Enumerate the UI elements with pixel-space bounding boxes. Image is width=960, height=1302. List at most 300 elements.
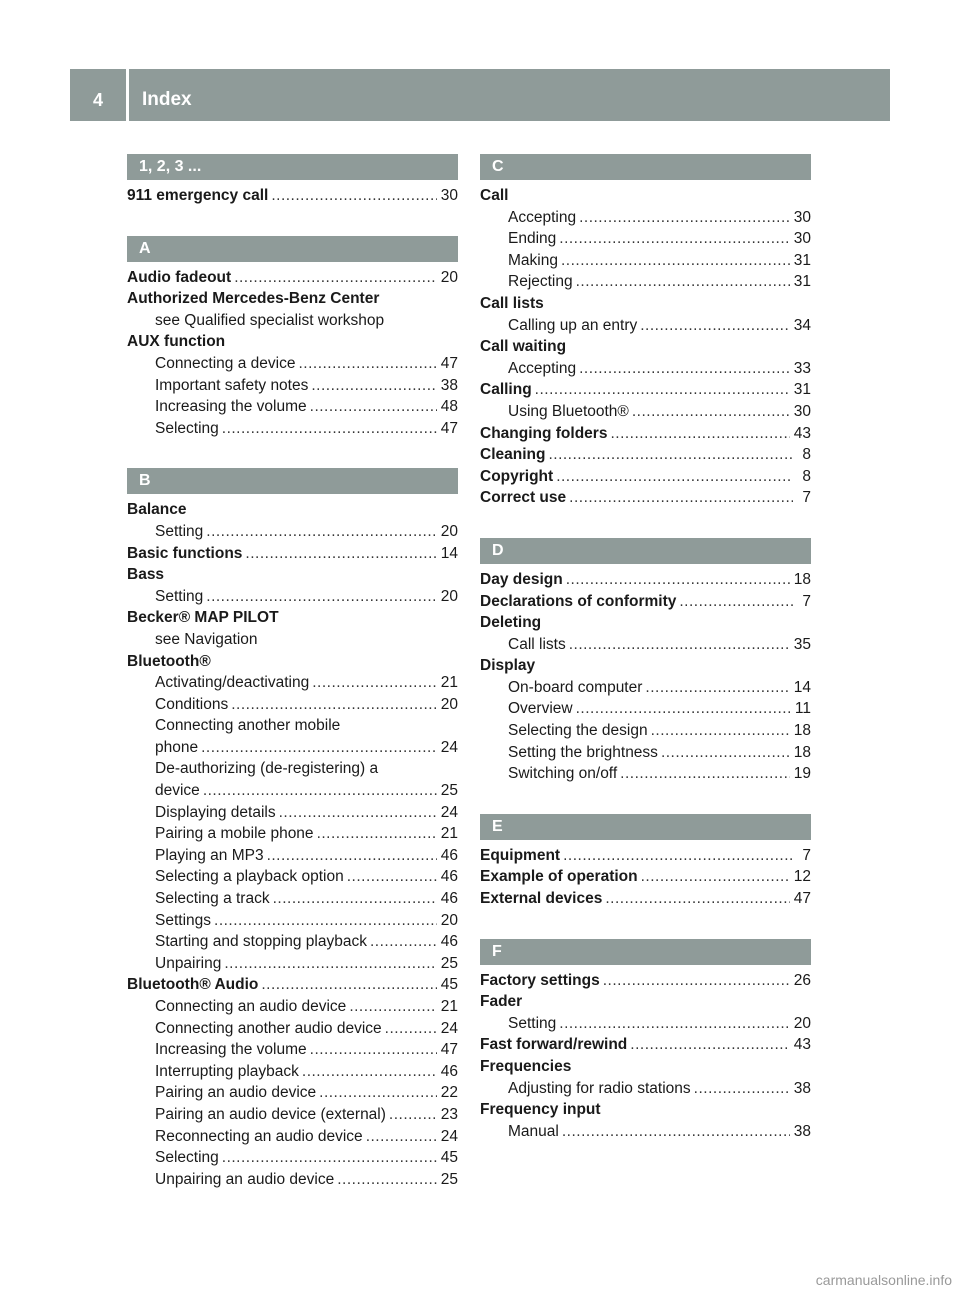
index-subentry (127, 310, 458, 332)
entry-text: Equipment (480, 846, 561, 864)
section-heading: B (127, 468, 458, 494)
entry-page: 20 (440, 587, 458, 605)
leader-dots (206, 521, 436, 543)
index-entry (127, 974, 458, 996)
section-heading: E (480, 814, 811, 840)
entry-text: Ending (508, 230, 557, 248)
entry-page: 45 (440, 976, 458, 994)
entry-page: 18 (793, 570, 811, 588)
entry-row (155, 375, 458, 397)
leader-dots (319, 1082, 437, 1104)
entry-row (480, 991, 811, 1013)
leader-dots (298, 353, 436, 375)
leader-dots (261, 974, 436, 996)
index-subentry (127, 586, 458, 608)
entry-text: Increasing the volume (155, 1041, 307, 1059)
entry-page: 30 (793, 402, 811, 420)
entry-page: 30 (793, 208, 811, 226)
index-subentry (480, 250, 811, 272)
index-entry (480, 1034, 811, 1056)
leader-dots (337, 1169, 437, 1191)
leader-dots (310, 396, 437, 418)
entry-page: 24 (440, 1019, 458, 1037)
entry-page: 47 (440, 354, 458, 372)
entry-text: Call lists (480, 294, 544, 312)
leader-dots (566, 569, 790, 591)
page-header (70, 69, 890, 121)
entry-row (480, 866, 811, 888)
entry-text: Selecting a track (155, 890, 270, 908)
entry-page: 20 (440, 522, 458, 540)
entry-page: 47 (793, 890, 811, 908)
entry-row (480, 379, 811, 401)
entry-text: Settings (155, 911, 212, 929)
entry-text: Setting (155, 522, 204, 540)
index-subentry (127, 694, 458, 716)
leader-dots (641, 866, 790, 888)
entry-page: 30 (793, 230, 811, 248)
index-column-right (480, 154, 811, 1142)
leader-dots (559, 1013, 789, 1035)
entry-text: Accepting (508, 208, 577, 226)
entry-page: 24 (440, 738, 458, 756)
index-entry (480, 293, 811, 315)
index-subentry (480, 763, 811, 785)
entry-row (127, 564, 458, 586)
entry-text: Day design (480, 570, 563, 588)
entry-page: 12 (793, 868, 811, 886)
index-subentry (127, 1147, 458, 1169)
entry-row (127, 974, 458, 996)
section-heading: D (480, 538, 811, 564)
index-subentry (127, 1104, 458, 1126)
index-entry (480, 655, 811, 677)
leader-dots (222, 1147, 437, 1169)
entry-page: 46 (440, 933, 458, 951)
entry-text: Calling (480, 381, 532, 399)
entry-row (127, 331, 458, 353)
leader-dots (279, 802, 437, 824)
entry-text: Playing an MP3 (155, 846, 264, 864)
index-subentry (480, 1013, 811, 1035)
entry-page: 31 (793, 381, 811, 399)
entry-row (155, 910, 458, 932)
leader-dots (535, 379, 790, 401)
entry-row (155, 418, 458, 440)
index-entry (480, 888, 811, 910)
entry-text: Bass (127, 566, 165, 584)
index-entry (480, 991, 811, 1013)
entry-text: see Navigation (155, 630, 258, 648)
index-entry (127, 331, 458, 353)
index-subentry (127, 1126, 458, 1148)
entry-text: Reconnecting an audio device (155, 1127, 363, 1145)
entry-row (155, 802, 458, 824)
index-entry (127, 543, 458, 565)
entry-row (480, 1099, 811, 1121)
leader-dots (563, 845, 793, 867)
entry-row (508, 315, 811, 337)
index-entry (480, 423, 811, 445)
index-subentry (480, 698, 811, 720)
entry-text: Accepting (508, 359, 577, 377)
index-subentry (127, 888, 458, 910)
leader-dots (576, 271, 790, 293)
index-entry (480, 1056, 811, 1078)
entry-row (508, 207, 811, 229)
leader-dots (569, 634, 790, 656)
index-subentry (127, 823, 458, 845)
entry-page: 47 (440, 1041, 458, 1059)
index-entry (127, 499, 458, 521)
entry-row (155, 866, 458, 888)
leader-dots (245, 543, 436, 565)
leader-dots (661, 742, 790, 764)
entry-page: 34 (793, 316, 811, 334)
entry-page: 43 (793, 1036, 811, 1054)
page-number: 4 (92, 90, 103, 110)
index-entry (127, 651, 458, 673)
entry-text: Selecting (155, 1149, 219, 1167)
entry-row (480, 444, 811, 466)
entry-row (480, 845, 811, 867)
entry-row (155, 1104, 458, 1126)
entry-page: 18 (793, 722, 811, 740)
entry-page: 18 (793, 743, 811, 761)
leader-dots (214, 910, 437, 932)
leader-dots (651, 720, 790, 742)
entry-page: 7 (802, 592, 811, 610)
entry-text: phone (155, 738, 199, 756)
entry-text: De-authorizing (de-registering) a (155, 760, 379, 778)
index-entry (480, 466, 811, 488)
entry-row (155, 521, 458, 543)
index-subentry (127, 521, 458, 543)
index-subentry (127, 910, 458, 932)
entry-page: 38 (793, 1079, 811, 1097)
index-subentry (127, 715, 458, 758)
index-subentry (127, 375, 458, 397)
entry-page: 19 (793, 765, 811, 783)
entry-text: Unpairing (155, 954, 222, 972)
leader-dots (576, 698, 791, 720)
entry-page: 46 (440, 890, 458, 908)
leader-dots (273, 888, 437, 910)
entry-text: Bluetooth® (127, 652, 211, 670)
index-column-left (127, 154, 458, 1190)
leader-dots (317, 823, 437, 845)
section-heading: 1, 2, 3 ... (127, 154, 458, 180)
index-entry (480, 379, 811, 401)
entry-row (480, 293, 811, 315)
leader-dots (385, 1018, 437, 1040)
entry-row (480, 1034, 811, 1056)
index-entry (480, 1099, 811, 1121)
leader-dots (679, 591, 793, 613)
page-title: Index (142, 89, 192, 110)
leader-dots (203, 780, 437, 802)
entry-row (155, 396, 458, 418)
leader-dots (267, 845, 437, 867)
entry-row (155, 823, 458, 845)
entry-page: 26 (793, 971, 811, 989)
entry-row (155, 629, 458, 651)
leader-dots (347, 866, 437, 888)
entry-row (127, 499, 458, 521)
index-subentry (480, 1078, 811, 1100)
leader-dots (556, 466, 793, 488)
entry-page: 45 (440, 1149, 458, 1167)
entry-page: 47 (440, 419, 458, 437)
entry-row (508, 1013, 811, 1035)
entry-page: 33 (793, 359, 811, 377)
index-subentry (480, 1121, 811, 1143)
index-subentry (480, 720, 811, 742)
entry-page: 14 (440, 544, 458, 562)
leader-dots (645, 677, 789, 699)
entry-text: see Qualified specialist workshop (155, 311, 385, 329)
entry-text: Connecting another mobile (155, 717, 341, 735)
index-subentry (480, 207, 811, 229)
entry-text: Displaying details (155, 803, 276, 821)
index-subentry (127, 396, 458, 418)
entry-row (155, 1039, 458, 1061)
entry-text: Unpairing an audio device (155, 1170, 335, 1188)
entry-text: Cleaning (480, 446, 546, 464)
leader-dots (630, 1034, 789, 1056)
entry-row (508, 271, 811, 293)
index-entry (127, 607, 458, 629)
index-entry (480, 336, 811, 358)
entry-row (155, 758, 458, 780)
entry-page: 21 (440, 674, 458, 692)
index-entry (127, 288, 458, 310)
entry-text: Starting and stopping playback (155, 933, 367, 951)
entry-text: Connecting another audio device (155, 1019, 382, 1037)
index-subentry (127, 1169, 458, 1191)
index-entry (480, 569, 811, 591)
entry-text: Audio fadeout (127, 268, 232, 286)
entry-text: Pairing a mobile phone (155, 825, 314, 843)
index-subentry (127, 1082, 458, 1104)
leader-dots (349, 996, 436, 1018)
index-subentry (127, 1061, 458, 1083)
index-entry (480, 444, 811, 466)
entry-text: Connecting a device (155, 354, 296, 372)
entry-page: 24 (440, 803, 458, 821)
entry-text: Using Bluetooth® (508, 402, 629, 420)
entry-row (508, 763, 811, 785)
entry-row (480, 466, 811, 488)
entry-row (508, 1078, 811, 1100)
leader-dots (632, 401, 790, 423)
entry-text: Frequency input (480, 1101, 601, 1119)
index-subentry (480, 271, 811, 293)
index-subentry (480, 315, 811, 337)
entry-row (127, 651, 458, 673)
leader-dots (311, 375, 436, 397)
entry-row (155, 1126, 458, 1148)
leader-dots (310, 1039, 437, 1061)
leader-dots (605, 888, 789, 910)
entry-text: device (155, 782, 200, 800)
entry-page: 20 (440, 911, 458, 929)
entry-page: 11 (794, 700, 811, 718)
entry-page: 43 (793, 424, 811, 442)
entry-text: Conditions (155, 695, 229, 713)
index-entry (127, 267, 458, 289)
leader-dots (224, 953, 436, 975)
index-subentry (127, 953, 458, 975)
index-entry (480, 591, 811, 613)
leader-dots (312, 672, 437, 694)
entry-text: Basic functions (127, 544, 243, 562)
entry-row (155, 1147, 458, 1169)
entry-row (155, 931, 458, 953)
entry-text: Fader (480, 993, 523, 1011)
entry-text: External devices (480, 890, 603, 908)
entry-row (155, 953, 458, 975)
entry-page: 38 (440, 376, 458, 394)
entry-row (155, 672, 458, 694)
entry-row (155, 353, 458, 375)
leader-dots (231, 694, 437, 716)
index-subentry (127, 931, 458, 953)
entry-text: Changing folders (480, 424, 608, 442)
entry-text: Connecting an audio device (155, 998, 347, 1015)
entry-page: 20 (793, 1014, 811, 1032)
index-subentry (127, 672, 458, 694)
entry-page: 48 (440, 398, 458, 416)
leader-dots (694, 1078, 790, 1100)
entry-text: Increasing the volume (155, 398, 307, 416)
entry-row (480, 423, 811, 445)
entry-text: Important safety notes (155, 376, 309, 394)
leader-dots (366, 1126, 437, 1148)
index-entry (480, 185, 811, 207)
entry-text: Pairing an audio device (external) (155, 1105, 386, 1123)
entry-row (480, 655, 811, 677)
entry-text: Setting (508, 1014, 557, 1032)
entry-row (480, 569, 811, 591)
leader-dots (222, 418, 437, 440)
entry-page: 22 (440, 1084, 458, 1102)
index-subentry (480, 742, 811, 764)
entry-page: 24 (440, 1127, 458, 1145)
entry-row (508, 250, 811, 272)
section-heading: F (480, 939, 811, 965)
entry-row (508, 358, 811, 380)
entry-page: 25 (440, 1170, 458, 1188)
header-divider (126, 69, 129, 121)
entry-page: 20 (440, 268, 458, 286)
entry-text: Selecting the design (508, 722, 648, 740)
leader-dots (559, 228, 789, 250)
leader-dots (569, 487, 793, 509)
entry-page: 25 (440, 782, 458, 800)
entry-row (480, 487, 811, 509)
leader-dots (640, 315, 790, 337)
index-entry (480, 970, 811, 992)
leader-dots (370, 931, 437, 953)
entry-page: 7 (802, 846, 811, 864)
entry-row (155, 1082, 458, 1104)
leader-dots (548, 444, 793, 466)
entry-page: 8 (802, 446, 811, 464)
index-subentry (127, 418, 458, 440)
entry-row (155, 845, 458, 867)
index-entry (480, 612, 811, 634)
entry-row (127, 267, 458, 289)
entry-page: 31 (793, 273, 811, 291)
entry-row (508, 1121, 811, 1143)
index-subentry (127, 996, 458, 1018)
entry-text: Call waiting (480, 338, 567, 356)
entry-row (480, 888, 811, 910)
entry-text: Overview (508, 700, 573, 718)
entry-page: 20 (440, 695, 458, 713)
entry-page: 14 (793, 678, 811, 696)
entry-page: 46 (440, 868, 458, 886)
entry-text: On-board computer (508, 678, 643, 696)
entry-text: Frequencies (480, 1058, 572, 1075)
entry-row (480, 591, 811, 613)
entry-row (127, 543, 458, 565)
entry-text: Making (508, 251, 558, 269)
entry-row (155, 780, 458, 802)
entry-page: 21 (440, 998, 458, 1015)
entry-page: 7 (802, 489, 811, 507)
entry-row (508, 720, 811, 742)
index-entry (480, 845, 811, 867)
index-subentry (127, 758, 458, 801)
entry-text: Manual (508, 1122, 559, 1140)
entry-row (508, 698, 811, 720)
entry-text: Declarations of conformity (480, 592, 677, 610)
entry-row (155, 1169, 458, 1191)
entry-row (508, 742, 811, 764)
entry-row (508, 228, 811, 250)
index-subentry (127, 629, 458, 651)
entry-text: Display (480, 657, 536, 675)
leader-dots (579, 207, 790, 229)
entry-row (155, 737, 458, 759)
entry-page: 23 (440, 1105, 458, 1123)
entry-page: 38 (793, 1122, 811, 1140)
entry-text: Deleting (480, 614, 542, 632)
index-subentry (127, 802, 458, 824)
entry-page: 30 (440, 187, 458, 204)
entry-row (480, 970, 811, 992)
entry-row (155, 586, 458, 608)
section-heading: A (127, 236, 458, 262)
entry-row (155, 310, 458, 332)
entry-row (155, 1061, 458, 1083)
entry-text: Correct use (480, 489, 567, 507)
leader-dots (610, 423, 789, 445)
leader-dots (620, 763, 790, 785)
entry-text: Call lists (508, 635, 566, 653)
entry-page: 31 (793, 251, 811, 269)
entry-text: Example of operation (480, 868, 638, 886)
entry-text: Adjusting for radio stations (508, 1079, 691, 1097)
entry-text: Factory settings (480, 971, 600, 989)
entry-row (155, 888, 458, 910)
entry-text: Switching on/off (508, 765, 618, 783)
leader-dots (206, 586, 436, 608)
entry-text: 911 emergency call (127, 187, 269, 204)
leader-dots (561, 250, 790, 272)
